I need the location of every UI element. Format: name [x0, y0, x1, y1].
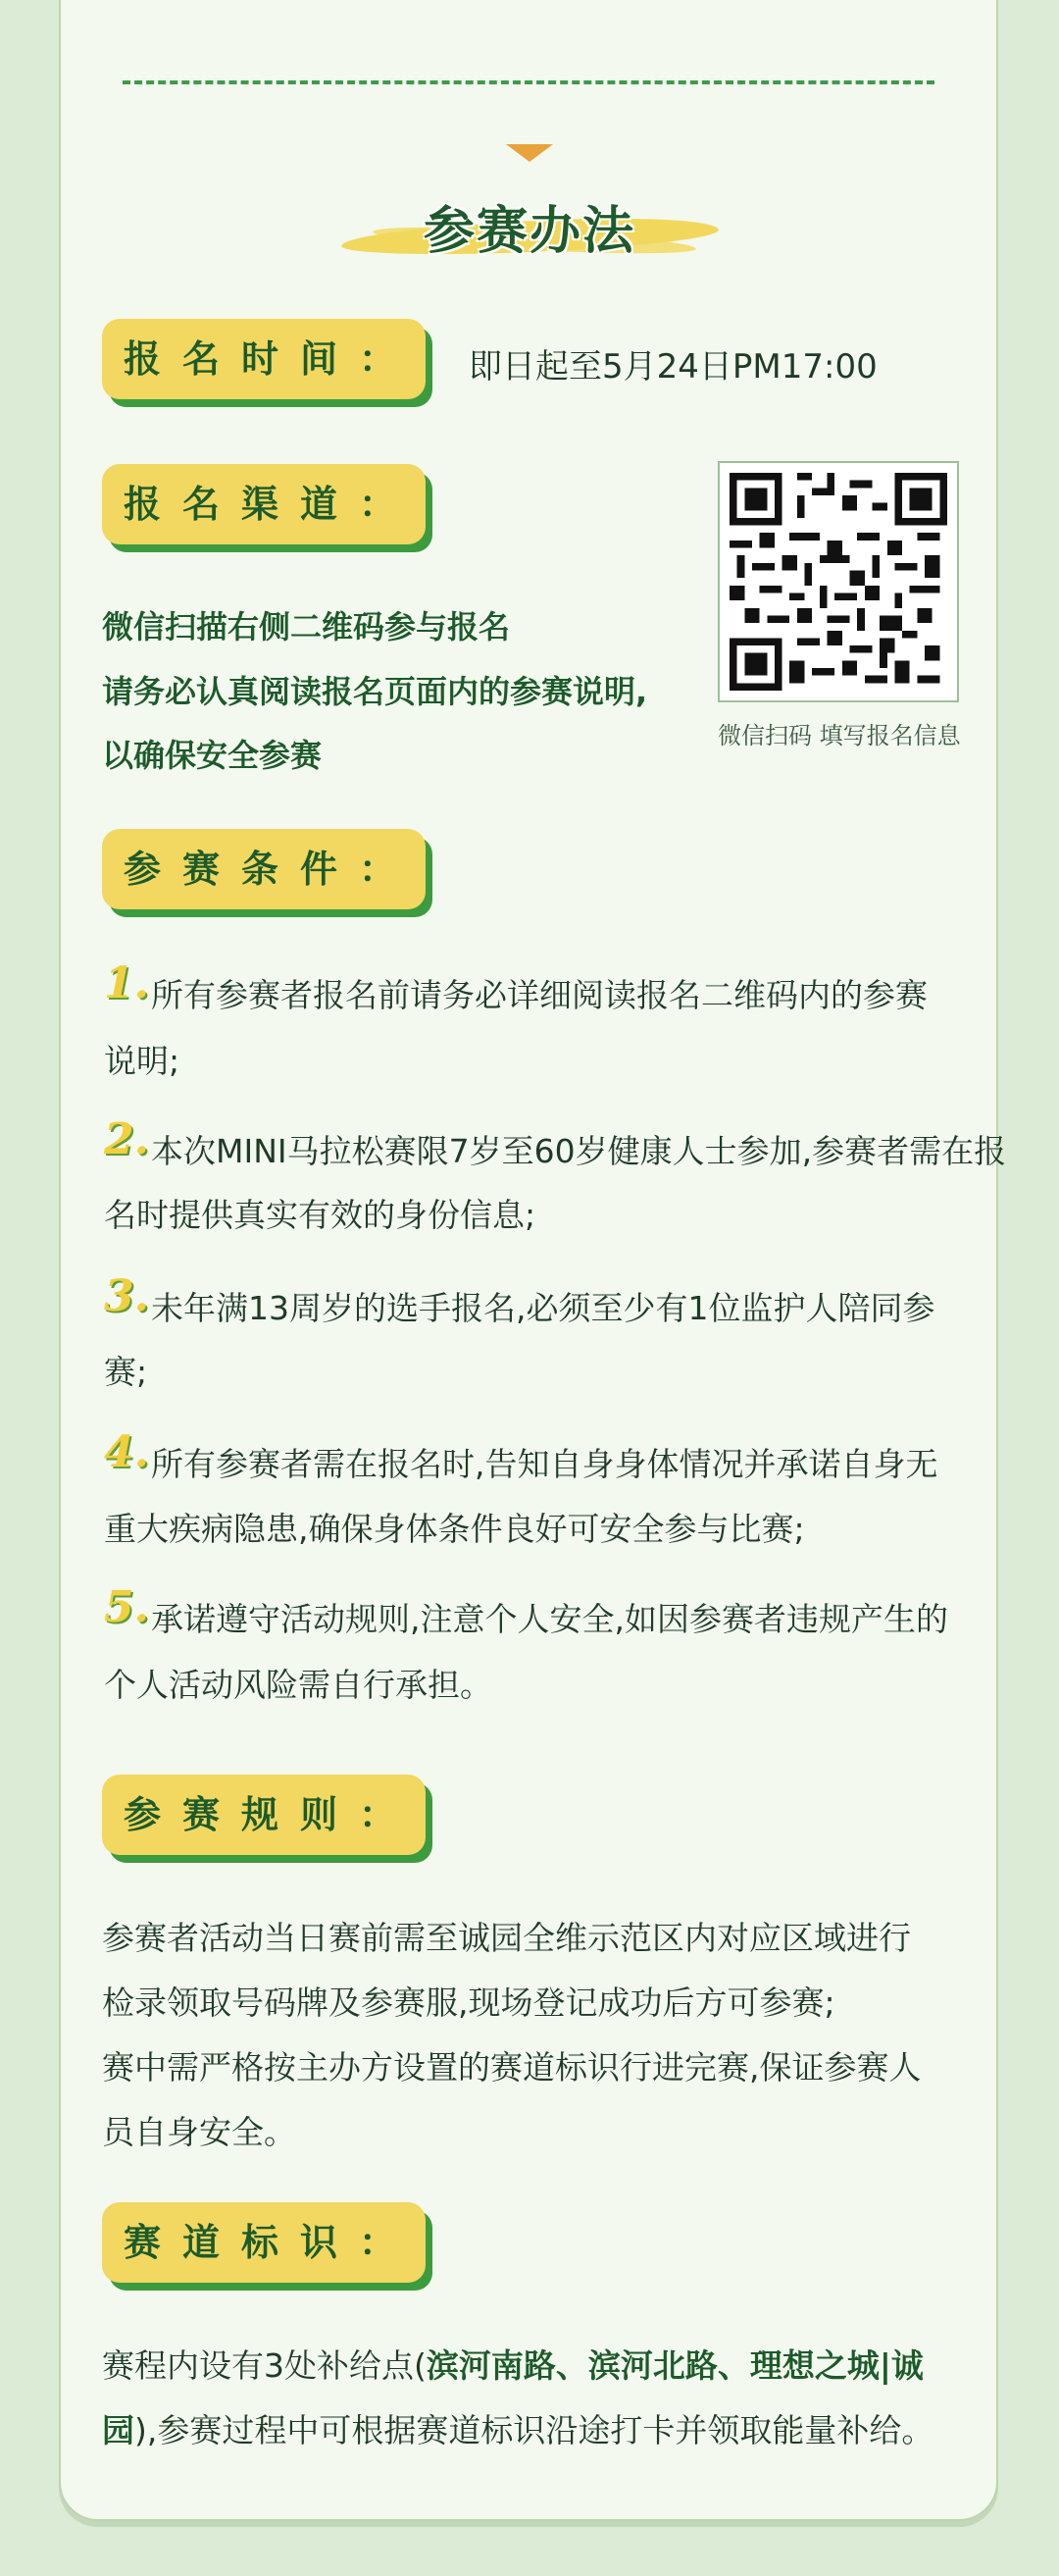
condition-number-4: 4. [104, 1427, 149, 1477]
condition-3-line-2: 赛; [104, 1353, 148, 1391]
condition-number-1: 1. [104, 958, 149, 1008]
track-line-1-prefix: 赛程内设有3处补给点( [102, 2346, 427, 2385]
track-line-1 [102, 2341, 924, 2387]
condition-number-2: 2. [104, 1114, 149, 1164]
track-line-2 [102, 2405, 933, 2451]
label-rules: 参赛规则： [102, 1775, 426, 1855]
rules-line-3: 赛中需严格按主办方设置的赛道标识行进完赛,保证参赛人 [102, 2048, 922, 2087]
channel-line-1: 微信扫描右侧二维码参与报名 [102, 608, 511, 645]
label-registration-time: 报名时间： [102, 319, 426, 399]
rules-line-2: 检录领取号码牌及参赛服,现场登记成功后方可参赛; [102, 1984, 835, 2022]
condition-2-line-1: 本次MINI马拉松赛限7岁至60岁健康人士参加,参赛者需在报 [151, 1132, 1007, 1170]
condition-5-line-2: 个人活动风险需自行承担。 [104, 1666, 492, 1704]
condition-number-3: 3. [104, 1271, 149, 1321]
track-line-2-rest: ),参赛过程中可根据赛道标识沿途打卡并领取能量补给。 [134, 2411, 934, 2449]
condition-4-line-1: 所有参赛者需在报名时,告知自身身体情况并承诺自身无 [151, 1445, 938, 1483]
label-conditions: 参赛条件： [102, 829, 426, 909]
channel-line-3: 以确保安全参赛 [102, 737, 323, 774]
condition-number-5: 5. [104, 1582, 149, 1632]
channel-line-2: 请务必认真阅读报名页面内的参赛说明, [102, 673, 648, 710]
supply-points: 滨河南路、滨河北路、理想之城|诚 [426, 2346, 924, 2385]
down-arrow-icon [506, 144, 553, 162]
rules-line-4: 员自身安全。 [102, 2113, 296, 2151]
condition-1-line-1: 所有参赛者报名前请务必详细阅读报名二维码内的参赛 [151, 976, 928, 1014]
qr-caption: 微信扫码 填写报名信息 [718, 722, 961, 749]
dashed-divider [123, 80, 934, 84]
registration-time-value: 即日起至5月24日PM17:00 [469, 347, 878, 386]
label-track-markers: 赛道标识： [102, 2202, 426, 2283]
condition-1-line-2: 说明; [104, 1042, 180, 1080]
section-heading [333, 181, 726, 270]
condition-5-line-1: 承诺遵守活动规则,注意个人安全,如因参赛者违规产生的 [151, 1600, 948, 1638]
condition-4-line-2: 重大疾病隐患,确保身体条件良好可安全参与比赛; [104, 1510, 805, 1548]
qr-code-icon[interactable] [718, 461, 959, 702]
supply-points-cont: 园 [102, 2411, 134, 2449]
rules-line-1: 参赛者活动当日赛前需至诚园全维示范区内对应区域进行 [102, 1919, 911, 1957]
label-registration-channel: 报名渠道： [102, 464, 426, 544]
condition-2-line-2: 名时提供真实有效的身份信息; [104, 1196, 536, 1234]
page-title: 参赛办法 [423, 202, 635, 261]
condition-3-line-1: 未年满13周岁的选手报名,必须至少有1位监护人陪同参 [151, 1289, 935, 1327]
